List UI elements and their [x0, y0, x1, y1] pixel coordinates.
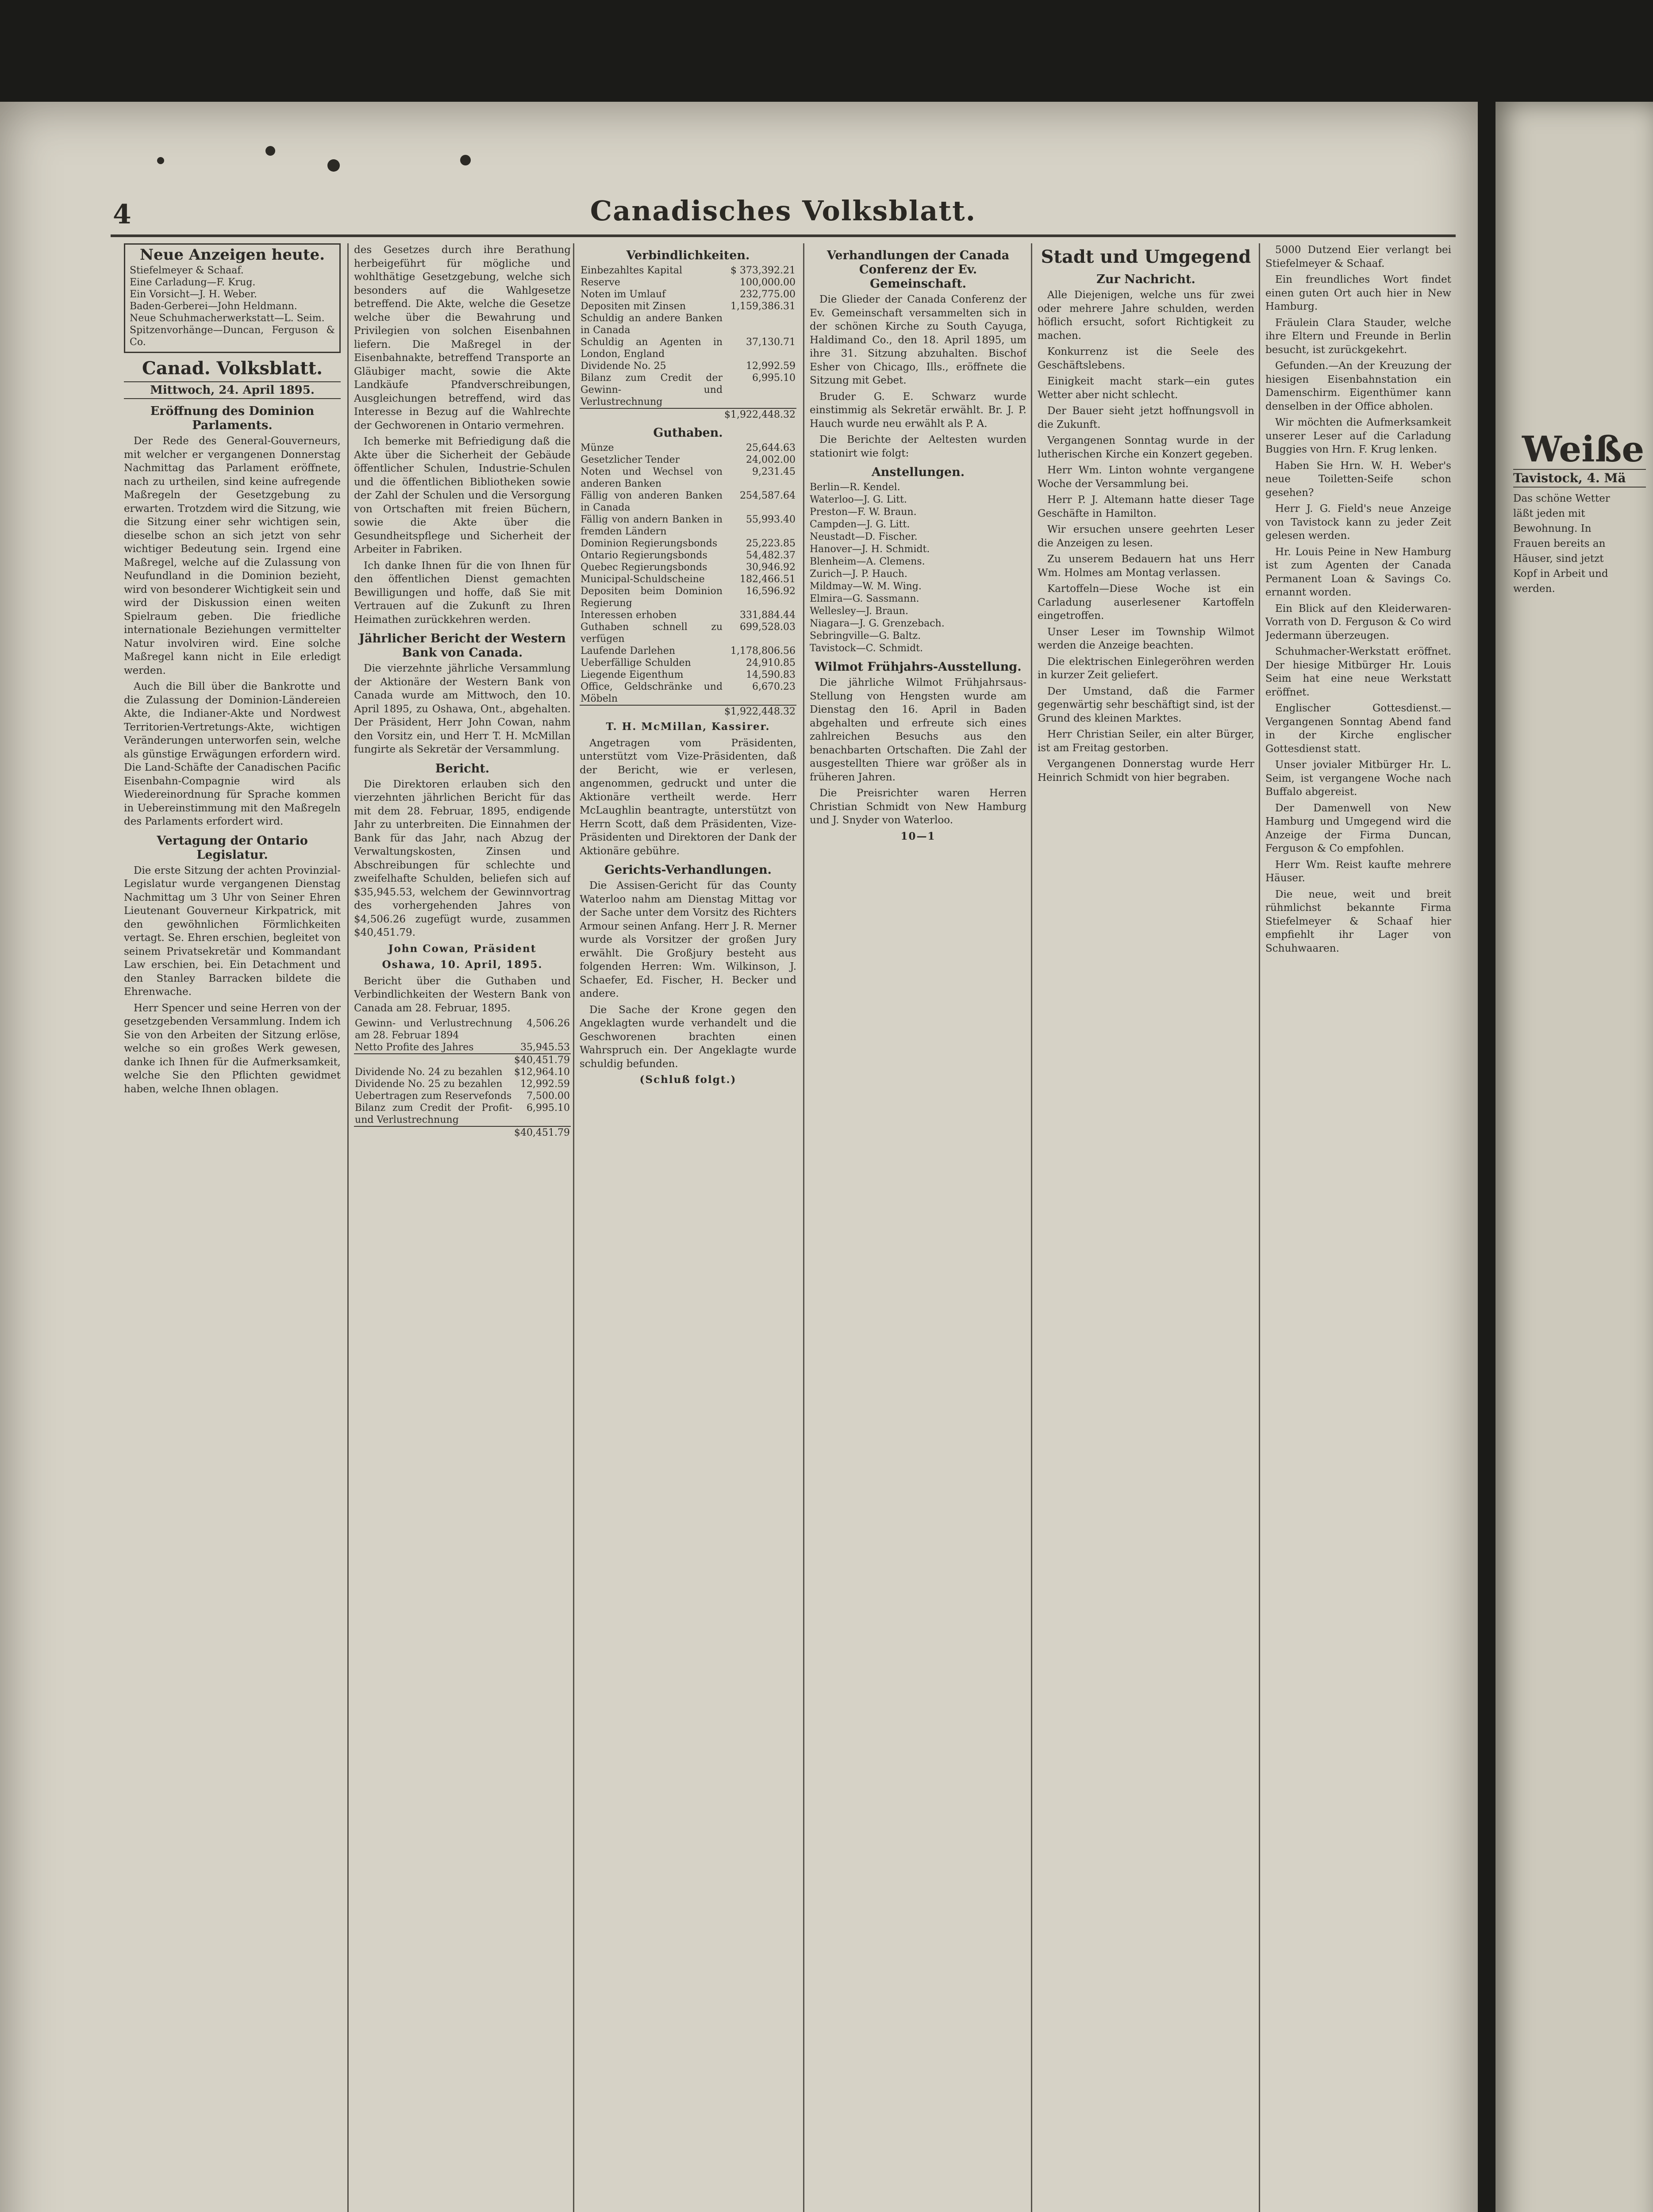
article-paragraph: Die Glieder der Canada Conferenz der Ev. Gemeinschaft versammelten sich in der schönen Kirche zu South Cayuga, Haldimand Co., den 18. April 1895, um ihre 31. Sitzung abzuhalten. Bischof Esher von Chicago, Ills., eröffnete die Sitzung mit Gebet. [810, 294, 1026, 386]
table-row: Dominion Regierungsbonds 25,223.85 [580, 538, 796, 549]
new-ad-item: Baden-Gerberei—John Heldmann. [130, 300, 297, 312]
list-item: Wellesley—J. Braun. [810, 606, 908, 617]
list-item: Berlin—R. Kendel. [810, 482, 900, 493]
new-ads-box [124, 243, 341, 353]
local-news-item: Der Damenwell von New Hamburg und Umgegend wird die Anzeige der Firma Duncan, Ferguson & Co empfohlen. [1265, 802, 1451, 854]
new-ad-item: Stiefelmeyer & Schaaf. [130, 265, 244, 276]
ink-blot [327, 159, 340, 172]
table-row: Schuldig an Agenten in London, England 37,130.71 [580, 337, 796, 360]
new-ad-item: Eine Carladung—F. Krug. [130, 276, 256, 288]
article-paragraph: Die Preisrichter waren Herren Christian Schmidt von New Hamburg und J. Snyder von Waterloo. [810, 787, 1026, 826]
local-news-item: Englischer Gottesdienst.—Vergangenen Sonntag Abend fand in der Kirche englischer Gottesdienst statt. [1265, 703, 1451, 755]
assets-heading: Guthaben. [653, 426, 723, 440]
table-row: Dividende No. 25 12,992.59 [580, 361, 796, 372]
table-row: $40,451.79 [354, 1126, 571, 1139]
local-news-item: Einigkeit macht stark—ein gutes Wetter aber nicht schlecht. [1038, 376, 1254, 401]
local-news-item: Unser Leser im Township Wilmot werden die Anzeige beachten. [1038, 626, 1254, 651]
local-news-item: Kartoffeln—Diese Woche ist ein Carladung auserlesener Kartoffeln eingetroffen. [1038, 583, 1254, 622]
table-row: Bilanz zum Credit der Gewinn- und Verlustrechnung 6,995.10 [580, 373, 796, 407]
article-heading: Eröffnung des Dominion Parlaments. [150, 404, 315, 432]
table-row: Uebertragen zum Reservefonds 7,500.00 [355, 1091, 570, 1102]
ink-blot [265, 146, 275, 156]
next-page-dateline: Tavistock, 4. Mä [1513, 469, 1646, 488]
local-news-item: Ein Blick auf den Kleiderwaren-Vorrath von D. Ferguson & Co wird Jedermann überzeugen. [1265, 603, 1451, 641]
local-news-item: Alle Diejenigen, welche uns für zwei oder mehrere Jahre schulden, werden höflich ersucht, sofort Richtigkeit zu machen. [1038, 289, 1254, 342]
column-4 [810, 243, 1026, 2212]
next-page-title: Weiße [1522, 428, 1645, 470]
local-news-item: Unser jovialer Mitbürger Hr. L. Seim, ist vergangene Woche nach Buffalo abgereist. [1265, 759, 1451, 798]
table-row: Netto Profite des Jahres 35,945.53 [355, 1042, 570, 1053]
liabilities-heading: Verbindlichkeiten. [626, 249, 750, 262]
subheading: Anstellungen. [871, 465, 965, 479]
local-news-item: Wir möchten die Aufmerksamkeit unserer Leser auf die Carladung Buggies von Hrn. F. Krug lenken. [1265, 417, 1451, 455]
article-paragraph: Ich bemerke mit Befriedigung daß die Akte über die Sicherheit der Gebäude öffentlicher Schulen, Industrie-Schulen und die öffentlichen Bibliotheken sowie der Zahl der Schulen und die Versorgung von Ortschaften mit freien Büchern, sowie die Akte über die Gesundheitspflege und Sicherheit der Arbeiter in Fabriken. [354, 436, 571, 555]
new-ads-heading: Neue Anzeigen heute. [139, 246, 325, 264]
column-rule [347, 243, 349, 2212]
table-row: Interessen erhoben 331,884.44 [580, 610, 796, 621]
next-page-line: Frauen bereits an [1513, 538, 1606, 549]
list-item: Blenheim—A. Clemens. [810, 556, 925, 567]
local-news-item: 5000 Dutzend Eier verlangt bei Stiefelmeyer & Schaaf. [1265, 244, 1451, 269]
column-1 [124, 243, 341, 2212]
article-heading: Vertagung der Ontario Legislatur. [157, 833, 308, 862]
local-news-item: Die neue, weit und breit rühmlichst bekannte Firma Stiefelmeyer & Schaaf hier empfiehlt ihr Lager von Schuhwaaren. [1265, 888, 1451, 954]
ink-blot [157, 157, 164, 164]
list-item: Elmira—G. Sassmann. [810, 593, 919, 604]
table-row: Dividende No. 24 zu bezahlen $12,964.10 [355, 1067, 570, 1078]
column-6 [1265, 243, 1451, 2212]
new-ad-item: Spitzenvorhänge—Duncan, Ferguson & Co. [130, 324, 335, 348]
article-paragraph: Auch die Bill über die Bankrotte und die Zulassung der Dominion-Ländereien Akte, die Indianer-Akte und Nordwest Territorien-Vertretungs-Akte, wichtigen Veränderungen unterworfen sein, welche als günstige Erwägungen erfordern wird. Die Land-Schäfte der Canadischen Pacific Eisenbahn-Compagnie wird als Wiedereinordnung für Sprache kommen in Uebereinstimmung mit den Maßregeln des Parlaments erfordert wird. [124, 681, 341, 827]
local-news-item: Gefunden.—An der Kreuzung der hiesigen Eisenbahnstation ein Damenschirm. Eigenthümer kann denselben in der Office abholen. [1265, 360, 1451, 412]
local-news-item: Herr P. J. Altemann hatte dieser Tage Geschäfte in Hamilton. [1038, 494, 1254, 519]
list-item: Niagara—J. G. Grenzebach. [810, 618, 945, 629]
local-news-item: Vergangenen Sonntag wurde in der lutherischen Kirche ein Konzert gegeben. [1038, 435, 1254, 460]
next-page-line: werden. [1513, 583, 1555, 595]
next-page-line: Das schöne Wetter [1513, 493, 1610, 504]
signature-place: Oshawa, 10. April, 1895. [382, 959, 543, 971]
list-item: Preston—F. W. Braun. [810, 507, 917, 518]
local-news-item: Der Umstand, daß die Farmer gegenwärtig sehr beschäftigt sind, ist der Grund des kleinen Marktes. [1038, 685, 1254, 724]
list-item: Neustadt—D. Fischer. [810, 531, 918, 542]
column-rule [803, 243, 804, 2212]
assets-table [580, 442, 796, 718]
column-rule [1031, 243, 1032, 2212]
table-row: $1,922,448.32 [580, 705, 796, 718]
table-row: Ontario Regierungsbonds 54,482.37 [580, 550, 796, 561]
table-row: Fällig von andern Banken in fremden Ländern 55,993.40 [580, 514, 796, 537]
article-paragraph: Die Berichte der Aeltesten wurden stationirt wie folgt: [810, 434, 1026, 459]
article-paragraph: Die vierzehnte jährliche Versammlung der Aktionäre der Western Bank von Canada wurde am Mittwoch, den 10. April 1895, zu Oshawa, Ont., abgehalten. Der Präsident, Herr John Cowan, nahm den Vorsitz ein, und Herr T. H. McMillan fungirte als Sekretär der Versammlung. [354, 663, 571, 755]
ad-code: 10—1 [900, 830, 936, 842]
list-item: Hanover—J. H. Schmidt. [810, 544, 930, 555]
article-paragraph: Die Direktoren erlauben sich den vierzehnten jährlichen Bericht für das mit dem 28. Februar, 1895, endigende Jahr zu unterbreiten. Die Einnahmen der Bank für das Jahr, nach Abzug der Verwaltungskosten, Zinsen und Abschreibungen für schlechte und zweifelhafte Schulden, beliefen sich auf $35,945.53, welchem der Gewinnvortrag des vorhergehenden Jahres von $4,506.26 zugefügt wurde, zusammen $40,451.79. [354, 778, 571, 938]
article-paragraph: Die Sache der Krone gegen den Angeklagten wurde verhandelt und die Geschworenen brachten einen Wahrspruch ein. Der Angeklagte wurde schuldig befunden. [580, 1004, 796, 1070]
local-news-item: Fräulein Clara Stauder, welche ihre Eltern und Freunde in Berlin besucht, ist zurückgekehrt. [1265, 317, 1451, 356]
next-page-line: Häuser, sind jetzt [1513, 553, 1604, 565]
list-item: Zurich—J. P. Hauch. [810, 568, 907, 580]
article-paragraph: Die Assisen-Gericht für das County Waterloo nahm am Dienstag Mittag vor der Sache unter dem Vorsitz des Richters Armour seinen Anfang. Herr J. R. Merner wurde als Vorsitzer der großen Jury erwählt. Die Großjury besteht aus folgenden Herren: Wm. Wilkinson, J. Schaefer, Ed. Fischer, H. Becker und andere. [580, 880, 796, 999]
local-news-item: Herr Wm. Linton wohnte vergangene Woche der Versammlung bei. [1038, 465, 1254, 490]
next-page-line: Bewohnung. In [1513, 523, 1591, 534]
liabilities-table [580, 265, 796, 421]
article-heading: Jährlicher Bericht der Western Bank von Canada. [359, 632, 566, 660]
table-row: $1,922,448.32 [580, 408, 796, 421]
local-news-item: Herr Wm. Reist kaufte mehrere Häuser. [1265, 859, 1451, 884]
subheading: Zur Nachricht. [1096, 273, 1196, 286]
list-item: Tavistock—C. Schmidt. [810, 643, 923, 654]
article-paragraph: Die erste Sitzung der achten Provinzial-Legislatur wurde vergangenen Dienstag Nachmittag um 3 Uhr von Seiner Ehren Lieutenant Gouverneur Kirkpatrick, mit den gewöhnlichen Förmlichkeiten vertagt. Se. Ehren erschien, begleitet von seinem Privatsekretär und Kommandant Law erschien, bei. Ein Detachment und den Stanley Barracken bildete die Ehrenwache. [124, 864, 341, 998]
local-news-item: Konkurrenz ist die Seele des Geschäftslebens. [1038, 346, 1254, 371]
profit-table [354, 1018, 571, 1139]
table-row: Bilanz zum Credit der Profit- und Verlustrechnung 6,995.10 [355, 1102, 570, 1125]
table-row: Einbezahltes Kapital $ 373,392.21 [580, 265, 796, 276]
local-news-item: Hr. Louis Peine in New Hamburg ist zum Agenten der Canada Permanent Loan & Savings Co. ernannt worden. [1265, 546, 1451, 598]
table-row: Depositen beim Dominion Regierung 16,596.92 [580, 586, 796, 609]
signature-name: John Cowan, Präsident [388, 942, 537, 955]
table-row: Liegende Eigenthum 14,590.83 [580, 669, 796, 680]
article-paragraph: Herr Spencer und seine Herren von der gesetzgebenden Versammlung. Indem ich Sie von den Arbeiten der Sitzung erlöse, welche so ein großes Werk gewesen, danke ich Ihnen für die Aufmerksamkeit, welche Sie den Pflichten gewidmet haben, welche Ihnen oblagen. [124, 1002, 341, 1095]
article-paragraph: Bruder G. E. Schwarz wurde einstimmig als Sekretär erwählt. Br. J. P. Hauch wurde neu erwählt als P. A. [810, 391, 1026, 430]
table-row: Laufende Darlehen 1,178,806.56 [580, 645, 796, 657]
table-row: Depositen mit Zinsen 1,159,386.31 [580, 301, 796, 312]
table-row: Münze 25,644.63 [580, 442, 796, 453]
local-news-item: Die elektrischen Einlegeröhren werden in kurzer Zeit geliefert. [1038, 656, 1254, 681]
masthead-title: Canadisches Volksblatt. [590, 195, 976, 227]
table-row: Ueberfällige Schulden 24,910.85 [580, 657, 796, 668]
table-row: Gewinn- und Verlustrechnung am 28. Februar 1894 4,506.26 [355, 1018, 570, 1041]
next-page-line: läßt jeden mit [1513, 508, 1585, 519]
table-row: Office, Geldschränke und Möbeln 6,670.23 [580, 681, 796, 704]
subheading: Bericht. [435, 761, 490, 776]
local-news-item: Der Bauer sieht jetzt hoffnungsvoll in die Zukunft. [1038, 405, 1254, 430]
column-rule [573, 243, 574, 2212]
table-row: Fällig von anderen Banken in Canada 254,587.64 [580, 490, 796, 513]
article-paragraph: Der Rede des General-Gouverneurs, mit welcher er vergangenen Donnerstag Nachmittag das Parlament eröffnete, nach zu urtheilen, sind keine aufregende Maßregeln der Gesetzgebung zu erwarten. Trotzdem wird die Sitzung, wie die Sitzung einer sehr wichtigen sein, dieselbe schon an sich jetzt von sehr wichtiger Bedeutung sein. Irgend eine Maßregel, welche auf die Zulassung von Neufundland in die Dominion bezieht, wird von besonderer Wichtigkeit sein und wird der Diskussion einen weiten Spielraum geben. Die friedliche internationale Beziehungen vermittelter Natur involviren wird. Eine solche Maßregel kann nicht in Eile erledigt werden. [124, 435, 341, 676]
table-row: Dividende No. 25 zu bezahlen 12,992.59 [355, 1079, 570, 1090]
next-page-fragment [1513, 248, 1646, 2212]
local-news-item: Zu unserem Bedauern hat uns Herr Wm. Holmes am Montag verlassen. [1038, 553, 1254, 579]
local-news-item: Schuhmacher-Werkstatt eröffnet. Der hiesige Mitbürger Hr. Louis Seim hat eine neue Werkstatt eröffnet. [1265, 646, 1451, 698]
column-3 [580, 243, 796, 2212]
table-row: Municipal-Schuldscheine 182,466.51 [580, 574, 796, 585]
table-row: Noten im Umlauf 232,775.00 [580, 289, 796, 300]
column-rule [1259, 243, 1260, 2212]
article-paragraph: Angetragen vom Präsidenten, unterstützt vom Vize-Präsidenten, daß der Bericht, wie er verlesen, angenommen, gedruckt und unter die Aktionäre vertheilt werde. Herr McLaughlin beantragte, unterstützt von Herrn Scott, daß dem Präsidenten, Vize-Präsidenten und Direktoren der Dank der Aktionäre gebühre. [580, 737, 796, 857]
table-row: Reserve 100,000.00 [580, 277, 796, 288]
local-news-item: Haben Sie Hrn. W. H. Weber's neue Toiletten-Seife schon gesehen? [1265, 460, 1451, 499]
issue-date: Mittwoch, 24. April 1895. [124, 381, 341, 399]
table-row: Gesetzlicher Tender 24,002.00 [580, 454, 796, 465]
table-row: Quebec Regierungsbonds 30,946.92 [580, 562, 796, 573]
section-heading: Stadt und Umgegend [1041, 246, 1251, 267]
local-news-item: Herr Christian Seiler, ein alter Bürger, ist am Freitag gestorben. [1038, 729, 1254, 754]
next-page-line: Kopf in Arbeit und [1513, 568, 1608, 580]
table-row: Noten und Wechsel von anderen Banken 9,231.45 [580, 466, 796, 489]
local-news-item: Wir ersuchen unsere geehrten Leser die Anzeigen zu lesen. [1038, 524, 1254, 549]
table-row: Guthaben schnell zu verfügen 699,528.03 [580, 622, 796, 645]
list-item: Waterloo—J. G. Litt. [810, 494, 907, 505]
local-news-item: Herr J. G. Field's neue Anzeige von Tavistock kann zu jeder Zeit gelesen werden. [1265, 503, 1451, 541]
local-news-item: Vergangenen Donnerstag wurde Herr Heinrich Schmidt von hier begraben. [1038, 758, 1254, 783]
table-row: $40,451.79 [354, 1054, 571, 1066]
list-item: Sebringville—G. Baltz. [810, 630, 921, 641]
local-news-item: Ein freundliches Wort findet einen guten Ort auch hier in New Hamburg. [1265, 274, 1451, 312]
article-heading: Wilmot Frühjahrs-Ausstellung. [815, 660, 1022, 674]
cashier-signature: T. H. McMillan, Kassirer. [606, 721, 770, 733]
article-paragraph: Ich danke Ihnen für die von Ihnen für den öffentlichen Dienst gemachten Bewilligungen und hoffe, daß Sie mit Vertrauen auf die Zukunft zu Ihren Heimathen zurückkehren werden. [354, 560, 571, 626]
article-paragraph: Die jährliche Wilmot Frühjahrsaus-Stellung von Hengsten wurde am Dienstag den 16. April in Baden abgehalten und erfreute sich eines zahlreichen Besuchs aus den benachbarten Ortschaften. Die Zahl der ausgestellten Thiere war größer als in früheren Jahren. [810, 677, 1026, 783]
appointments-list [810, 481, 1026, 655]
new-ad-item: Neue Schuhmacherwerkstatt—L. Seim. [130, 312, 325, 324]
ink-blot [460, 155, 471, 165]
article-heading: Verhandlungen der Canada Conferenz der Ev. Gemeinschaft. [826, 249, 1010, 291]
list-item: Campden—J. G. Litt. [810, 519, 910, 530]
new-ad-item: Ein Vorsicht—J. H. Weber. [130, 288, 257, 300]
masthead-rule [111, 234, 1456, 237]
article-heading: Gerichts-Verhandlungen. [604, 863, 772, 877]
table-row: Schuldig an andere Banken in Canada [580, 313, 723, 336]
list-item: Mildmay—W. M. Wing. [810, 581, 922, 592]
article-paragraph: des Gesetzes durch ihre Berathung herbeigeführt für mögliche und wohlthätige Gesetzgebung, welche sich besonders auf die Wahlgesetze betreffend. Die Akte, welche die Gesetze welche über die Bewahrung und Privilegien von solchen Eisenbahnen liefern. Die Maßregel in der Eisenbahnakte, betreffend Transporte an Gläubiger macht, sowie die Akte Landkäufe Pfandverschreibungen, Ausgleichungen betreffend, wird das Interesse in Bezug auf die Wahlrechte der Gechworenen in Ontario vermehren. [354, 244, 571, 431]
column-5 [1038, 243, 1254, 2212]
continued-note: (Schluß folgt.) [639, 1074, 737, 1086]
page-number: 4 [113, 199, 131, 230]
article-paragraph: Bericht über die Guthaben und Verbindlichkeiten der Western Bank von Canada am 28. Februar, 1895. [354, 975, 571, 1014]
column-2 [354, 243, 571, 2212]
paper-name: Canad. Volksblatt. [142, 357, 323, 379]
